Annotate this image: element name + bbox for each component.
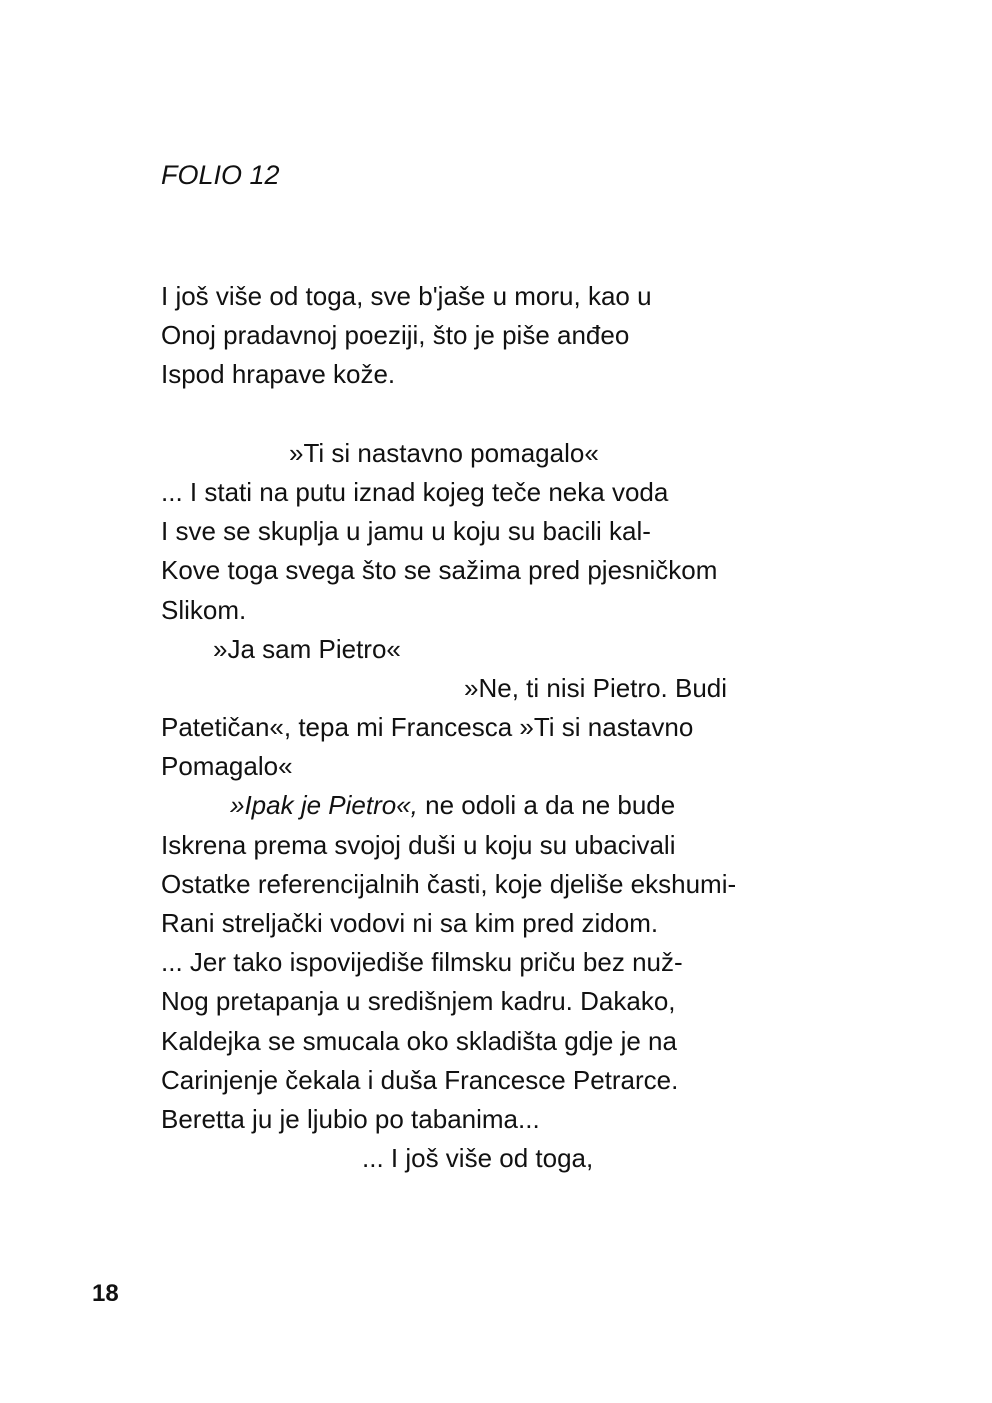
poem-line — [161, 786, 861, 825]
poem-line: Ispod hrapave kože. — [161, 359, 396, 390]
poem-line: Kove toga svega što se sažima pred pjesničkom — [161, 555, 718, 586]
poem-line: Onoj pradavnoj poeziji, što je piše anđeo — [161, 320, 630, 351]
italic-quote: »Ipak je Pietro«, — [230, 790, 418, 821]
poem-line: ... I još više od toga, — [362, 1143, 594, 1174]
poem-line: Rani streljački vodovi ni sa kim pred zidom. — [161, 908, 659, 938]
poem-line: Carinjenje čekala i duša Francesce Petrarce. — [161, 1064, 679, 1095]
poem-body — [161, 277, 861, 1178]
poem-line: Ostatke referencijalnih časti, koje djeliše ekshumi- — [161, 868, 737, 899]
poem-line: I još više od toga, sve b'jaše u moru, kao u — [161, 281, 652, 311]
poem-line: Patetičan«, tepa mi Francesca »Ti si nastavno — [161, 712, 694, 743]
line-continuation: ne odoli a da ne bude — [417, 790, 676, 821]
poem-line: Beretta ju je ljubio po tabanima... — [161, 1103, 540, 1134]
poem-line: Kaldejka se smucala oko skladišta gdje je na — [161, 1025, 677, 1056]
stanza-break — [161, 395, 861, 434]
poem-line: »Ja sam Pietro« — [213, 633, 401, 664]
poem-line: »Ne, ti nisi Pietro. Budi — [464, 672, 728, 703]
poem-line: »Ti si nastavno pomagalo« — [289, 437, 599, 468]
page-number: 18 — [92, 1280, 119, 1307]
poem-line: ... I stati na putu iznad kojeg teče neka voda — [161, 476, 669, 507]
poem-line: Pomagalo« — [161, 751, 293, 782]
poem-line: ... Jer tako ispovijediše filmsku priču bez nuž- — [161, 947, 683, 978]
poem-title: FOLIO 12 — [161, 160, 280, 190]
poem-line: Nog pretapanja u središnjem kadru. Dakako, — [161, 986, 676, 1017]
poem-line: Iskrena prema svojoj duši u koju su ubacivali — [161, 829, 676, 860]
poem-line: Slikom. — [161, 594, 247, 625]
poem-line: I sve se skuplja u jamu u koju su bacili kal- — [161, 516, 651, 547]
